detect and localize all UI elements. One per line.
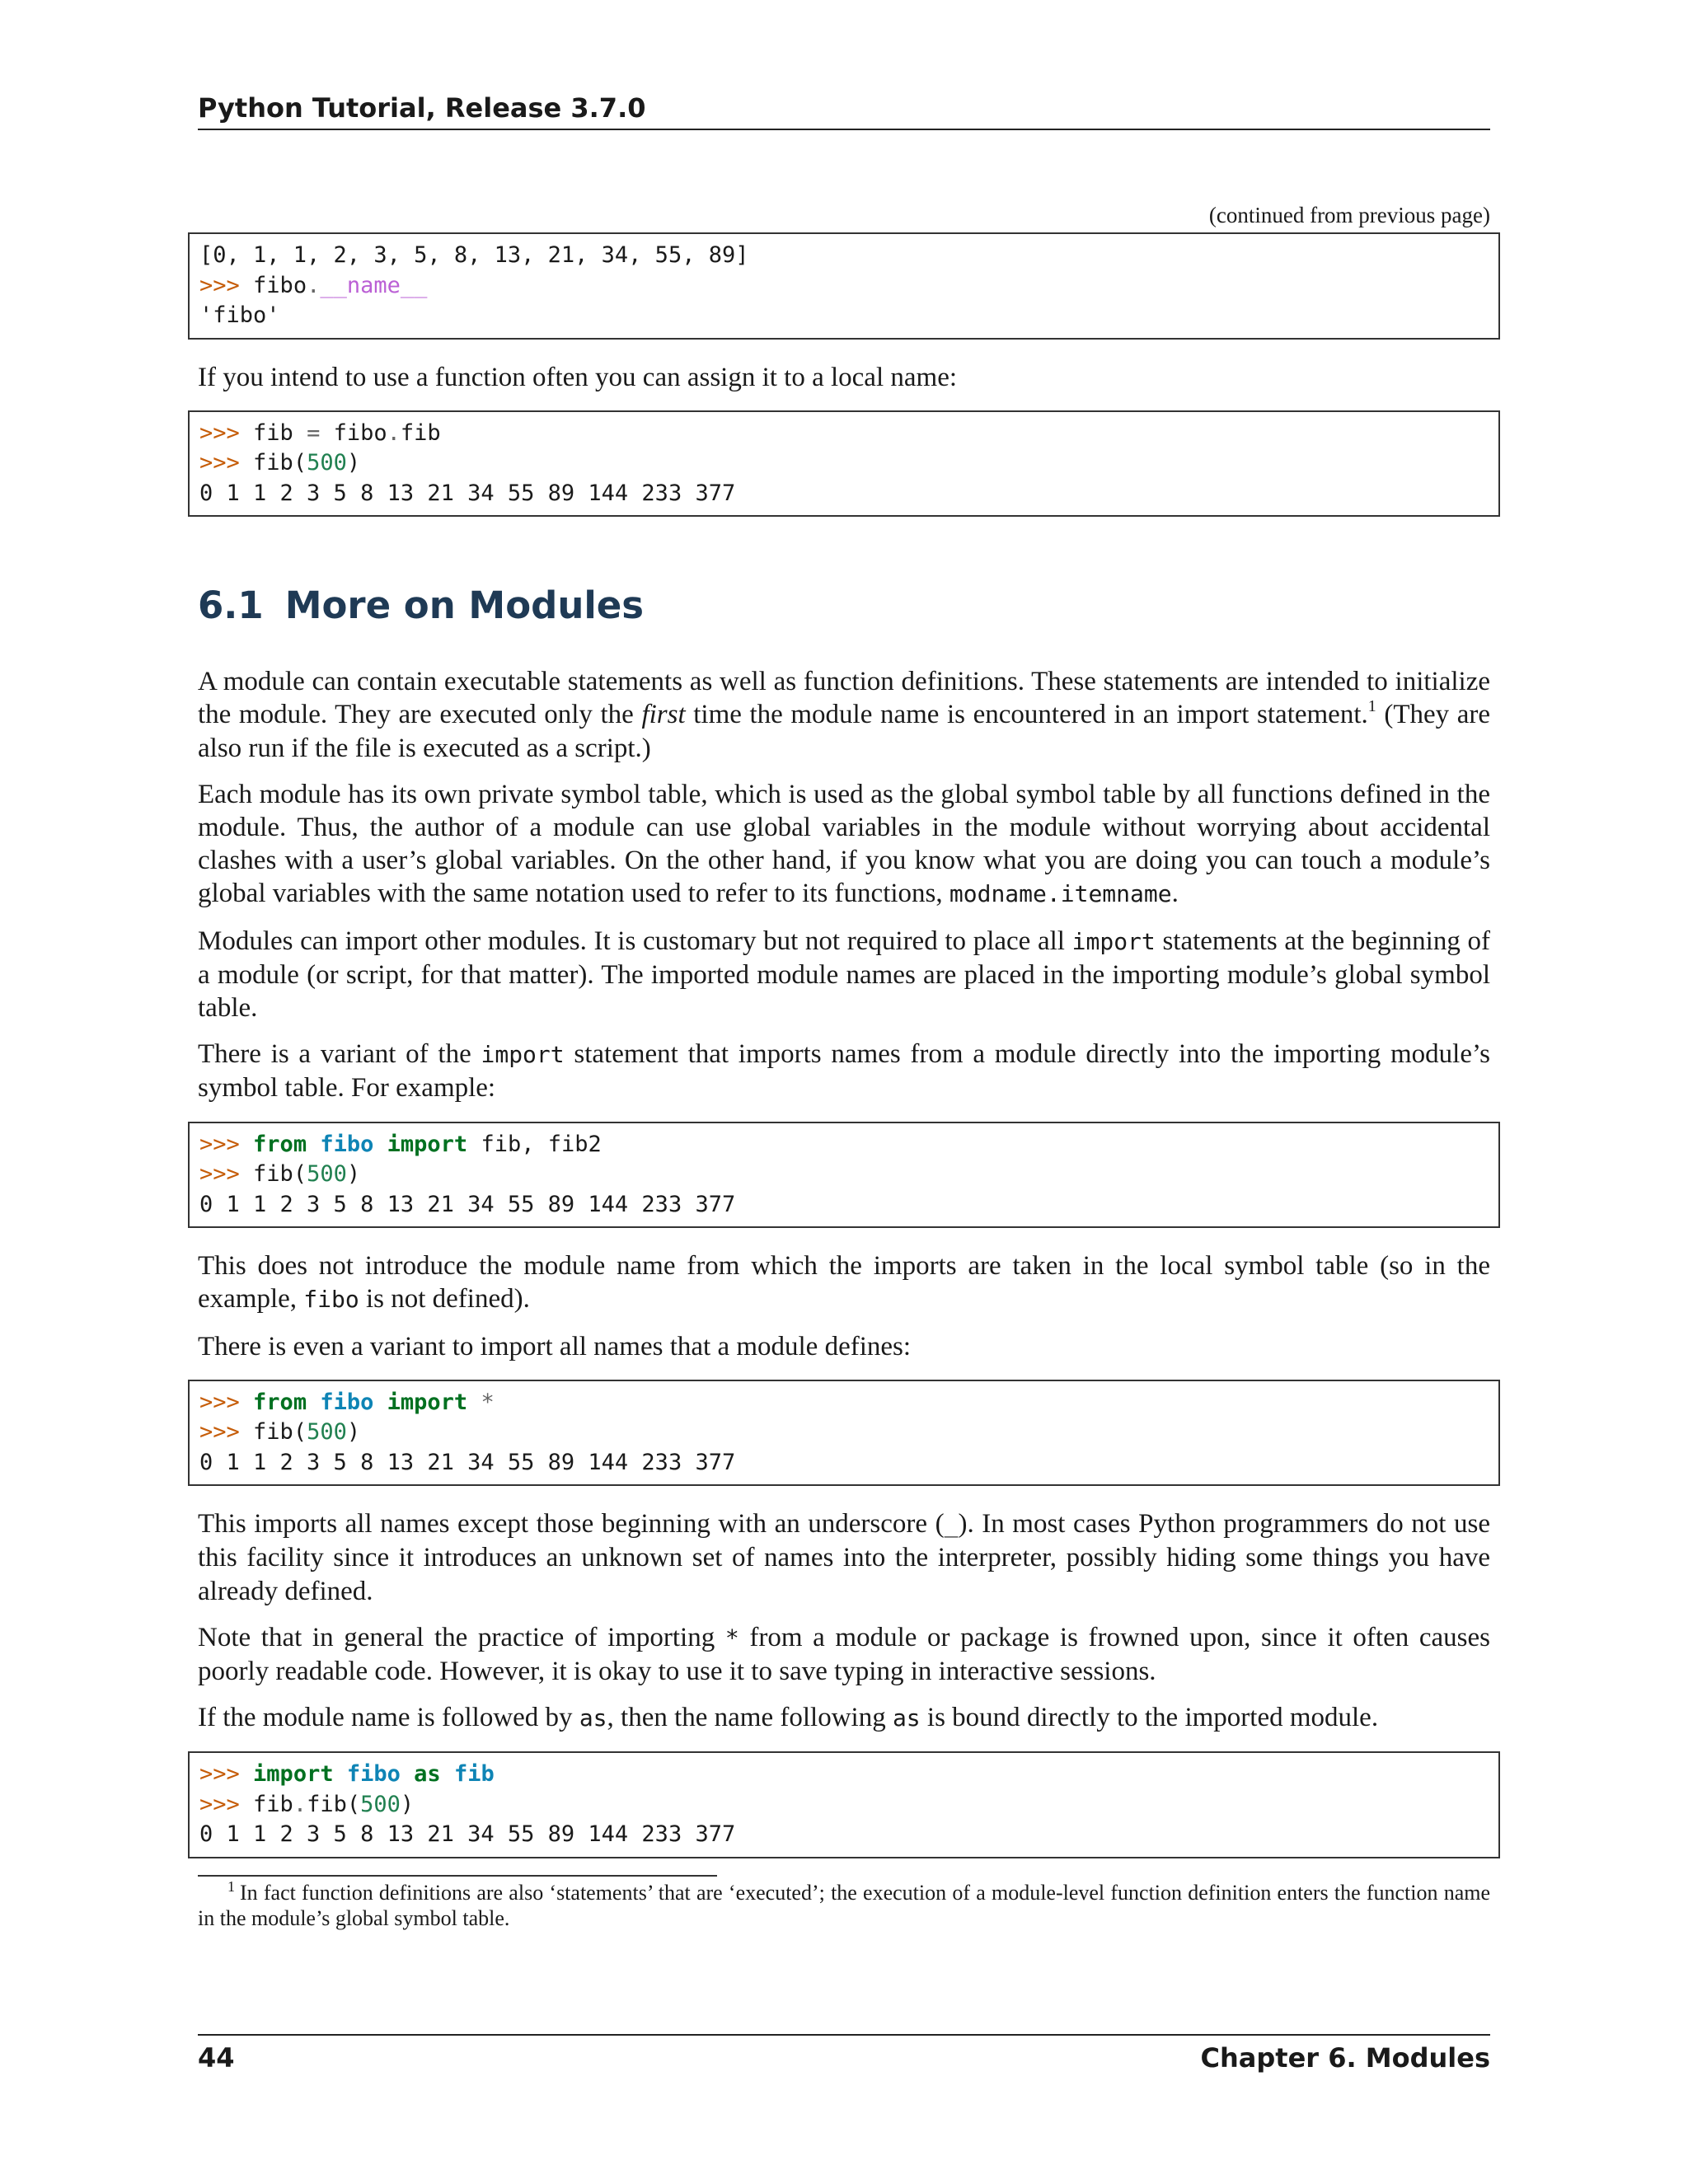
code-keyword: from xyxy=(253,1389,307,1415)
code-line: [0, 1, 1, 2, 3, 5, 8, 13, 21, 34, 55, 89] xyxy=(199,242,749,268)
code-line xyxy=(199,448,1489,479)
paragraph-import-others xyxy=(198,925,1490,1025)
paragraph-symbol-table xyxy=(198,778,1490,912)
code-token: . xyxy=(293,1791,307,1817)
repl-prompt: >>> xyxy=(199,1161,240,1188)
code-module: fibo xyxy=(346,1761,401,1788)
emphasis: first xyxy=(641,700,686,730)
repl-prompt: >>> xyxy=(199,1389,240,1415)
code-output: 0 1 1 2 3 5 8 13 21 34 55 89 144 233 377 xyxy=(199,1191,736,1217)
repl-prompt: >>> xyxy=(199,450,240,476)
code-token: ) xyxy=(346,1161,361,1188)
paragraph-module-statements xyxy=(198,665,1490,765)
code-line xyxy=(199,419,1489,449)
paragraph-import-as xyxy=(198,1701,1490,1735)
text-run: Note that in general the practice of importing xyxy=(198,1622,725,1652)
code-line xyxy=(199,1760,1489,1790)
paragraph-no-module-name xyxy=(198,1249,1490,1316)
code-token: ) xyxy=(346,1419,361,1446)
paragraph-local-name: If you intend to use a function often you can assign it to a local name: xyxy=(198,362,958,392)
chapter-label: Chapter 6. Modules xyxy=(1200,2042,1490,2074)
text-run: This does not introduce the module name from which the imports are taken in the local symbol table (so in the example, xyxy=(198,1251,1490,1315)
inline-code: import xyxy=(1071,927,1156,955)
text-run: There is a variant of the xyxy=(198,1039,481,1070)
code-line xyxy=(199,271,1489,302)
repl-prompt: >>> xyxy=(199,1791,240,1817)
paragraph-frowned-upon xyxy=(198,1621,1490,1688)
code-token: ) xyxy=(346,450,361,476)
code-keyword: import xyxy=(387,1389,468,1415)
text-run: (They are also run if the file is executed as a script.) xyxy=(198,700,1491,763)
code-keyword: import xyxy=(253,1761,334,1788)
page-number: 44 xyxy=(198,2042,235,2074)
text-run: time the module name is encountered in an import statement. xyxy=(685,700,1368,730)
text-run: . xyxy=(1171,879,1179,909)
code-token: . xyxy=(387,419,401,446)
running-footer xyxy=(198,2034,1490,2074)
inline-code: fibo xyxy=(303,1286,359,1314)
text-run: is bound directly to the imported module. xyxy=(920,1703,1379,1733)
section-number: 6.1 xyxy=(198,583,264,628)
code-line xyxy=(199,1160,1489,1190)
code-token: = xyxy=(307,419,321,446)
repl-prompt: >>> xyxy=(199,1419,240,1446)
text-run: , then the name following xyxy=(607,1703,893,1733)
code-block-from-import[interactable] xyxy=(188,1122,1500,1229)
code-line xyxy=(199,1418,1489,1448)
code-token: fib xyxy=(253,1791,293,1817)
footnote-ref[interactable]: 1 xyxy=(1367,697,1376,716)
code-module: fib xyxy=(453,1761,495,1788)
code-token: fibo xyxy=(253,272,307,298)
code-token: * xyxy=(481,1389,495,1415)
footnote-marker: 1 xyxy=(227,1877,235,1895)
code-token: fib xyxy=(400,419,441,446)
code-block-local-assign[interactable] xyxy=(188,410,1500,518)
code-token: 500 xyxy=(307,1419,347,1446)
paragraph-underscore xyxy=(198,1507,1490,1608)
code-line: 'fibo' xyxy=(199,302,280,328)
inline-code: * xyxy=(724,1624,739,1652)
page-content xyxy=(198,203,1490,1931)
text-run: Modules can import other modules. It is customary but not required to place all xyxy=(198,926,1072,956)
text-run: from a module or package is frowned upon, since it often causes poorly readable code. However, it is okay to use it to save typing in interactive sessions. xyxy=(198,1622,1491,1687)
section-heading xyxy=(198,583,1490,629)
section-title: More on Modules xyxy=(284,583,645,628)
code-keyword: from xyxy=(253,1131,307,1157)
paragraph-import-variant xyxy=(198,1038,1490,1104)
repl-prompt: >>> xyxy=(199,272,240,298)
code-keyword: import xyxy=(387,1131,468,1157)
text-run: If the module name is followed by xyxy=(198,1703,579,1733)
text-run: statement that imports names from a module directly into the importing module’s symbol table. For example: xyxy=(198,1039,1490,1104)
repl-prompt: >>> xyxy=(199,1131,240,1157)
code-line xyxy=(199,1790,1489,1821)
inline-code: import xyxy=(481,1041,565,1069)
paragraph-import-all: There is even a variant to import all names that a module defines: xyxy=(198,1331,912,1361)
code-token: fib( xyxy=(253,450,307,476)
code-token: __name__ xyxy=(320,272,428,298)
footnote-divider xyxy=(198,1875,717,1877)
inline-code: as xyxy=(579,1704,607,1732)
code-module: fibo xyxy=(320,1131,374,1157)
code-block-import-as[interactable] xyxy=(188,1751,1500,1858)
running-header xyxy=(198,92,1490,130)
code-output: 0 1 1 2 3 5 8 13 21 34 55 89 144 233 377 xyxy=(199,1449,736,1475)
code-token: fib xyxy=(253,419,293,446)
code-token: . xyxy=(307,272,321,298)
text-run: Each module has its own private symbol table, which is used as the global symbol table by all functions defined in the module. Thus, the author of a module can use global variables in the module without worrying about accidental clashes with a user’s global variables. On the other hand, if you know what you are doing you can touch a module’s global variables with the same notation used to refer to its functions, xyxy=(198,779,1490,909)
continued-note: (continued from previous page) xyxy=(1208,203,1490,227)
footnote xyxy=(198,1877,1490,1931)
code-token: fib( xyxy=(253,1161,307,1188)
code-token: ) xyxy=(400,1791,415,1817)
code-token: 500 xyxy=(307,450,347,476)
code-output: 0 1 1 2 3 5 8 13 21 34 55 89 144 233 377 xyxy=(199,1821,736,1848)
text-run: ). In most cases Python programmers do not use this facility since it introduces an unknown set of names into the interpreter, possibly hiding some things you have already defined. xyxy=(198,1509,1490,1606)
code-block-import-star[interactable] xyxy=(188,1380,1500,1487)
code-token: fib( xyxy=(253,1419,307,1446)
inline-code: modname.itemname xyxy=(949,880,1172,908)
footnote-text: In fact function definitions are also ‘statements’ that are ‘executed’; the execution of a module-level function definition enters the function name in the module’s global symbol table. xyxy=(198,1880,1490,1930)
code-block-fibo-name[interactable] xyxy=(188,232,1500,340)
inline-code: as xyxy=(892,1704,921,1732)
code-token: fibo xyxy=(333,419,387,446)
text-run: is not defined). xyxy=(359,1284,530,1315)
code-token: 500 xyxy=(307,1161,347,1188)
text-run: This imports all names except those beginning with an underscore ( xyxy=(198,1509,945,1540)
repl-prompt: >>> xyxy=(199,1761,240,1788)
code-module: fibo xyxy=(320,1389,374,1415)
code-line xyxy=(199,1130,1489,1160)
text-run: statements at the beginning of a module (or script, for that matter). The imported module names are placed in the importing module’s global symbol table. xyxy=(198,926,1490,1024)
code-output: 0 1 1 2 3 5 8 13 21 34 55 89 144 233 377 xyxy=(199,480,736,506)
header-title: Python Tutorial, Release 3.7.0 xyxy=(198,92,646,124)
code-token: fib, fib2 xyxy=(481,1131,602,1157)
code-line xyxy=(199,1388,1489,1418)
code-token: 500 xyxy=(360,1791,401,1817)
text-run: A module can contain executable statements as well as function definitions. These statements are intended to initialize the module. They are executed only the xyxy=(198,667,1490,730)
code-keyword: as xyxy=(414,1761,441,1788)
inline-code: _ xyxy=(944,1511,959,1539)
code-token: fib( xyxy=(307,1791,361,1817)
repl-prompt: >>> xyxy=(199,419,240,446)
